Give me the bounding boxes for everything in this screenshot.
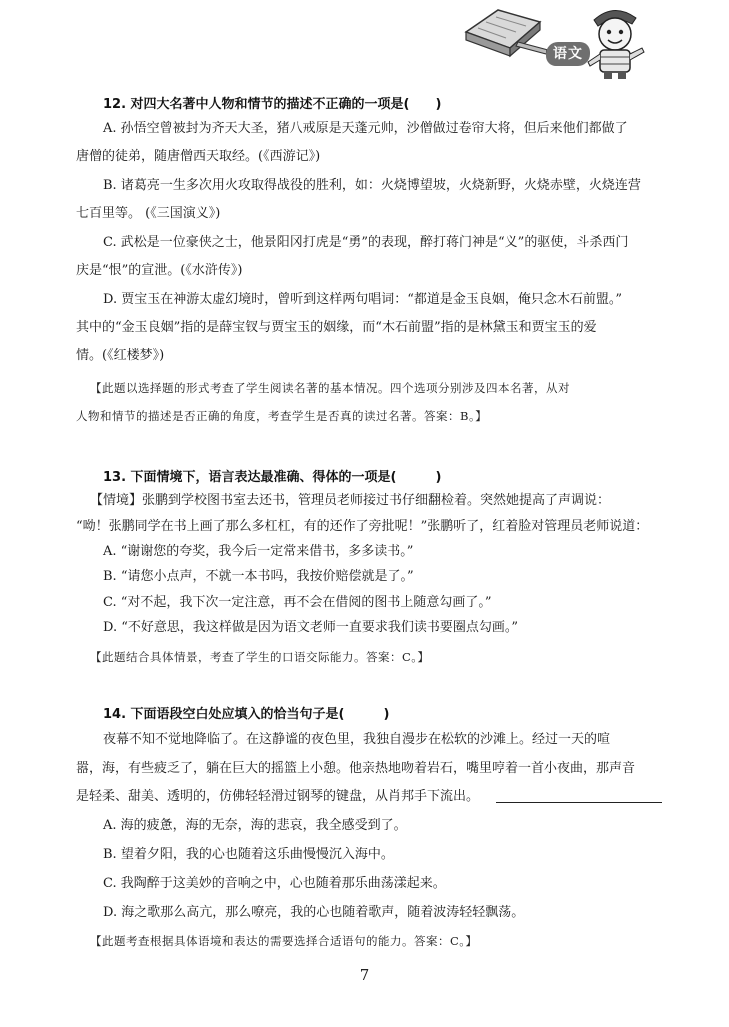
q14-answer-note: 【此题考查根据具体语境和表达的需要选择合适语句的能力。答案：C。】 [90,934,478,948]
q12-option-a-line1: A. 孙悟空曾被封为齐天大圣，猪八戒原是天蓬元帅，沙僧做过卷帘大将，但后来他们都做了 [103,121,628,136]
q14-option-a: A. 海的疲惫，海的无奈，海的悲哀，我全感受到了。 [103,818,407,833]
q13-scenario-line1: 【情境】张鹏到学校图书室去还书，管理员老师接过书仔细翻检着。突然她提高了声调说： [90,493,611,508]
q14-option-b: B. 望着夕阳，我的心也随着这乐曲慢慢沉入海中。 [103,847,394,862]
q14-passage-line2: 嚣，海，有些疲乏了，躺在巨大的摇篮上小憩。他亲热地吻着岩石，嘴里哼着一首小夜曲，那声音 [76,761,636,776]
question-14-title: 14. 下面语段空白处应填入的恰当句子是( ) [103,707,390,722]
subject-badge: 语文 [546,42,590,66]
page-number: 7 [359,966,370,984]
q14-option-d: D. 海之歌那么高亢，那么嘹亮，我的心也随着歌声，随着波涛轻轻飘荡。 [103,905,525,920]
q12-answer-note-line2: 人物和情节的描述是否正确的角度，考查学生是否真的读过名著。答案：B。】 [76,409,488,423]
cartoon-kid-mascot-icon [580,2,650,80]
q13-option-a: A. “谢谢您的夸奖，我今后一定常来借书，多多读书。” [103,544,414,559]
q13-answer-note: 【此题结合具体情景，考查了学生的口语交际能力。答案：C。】 [90,650,430,664]
q12-answer-note-line1: 【此题以选择题的形式考查了学生阅读名著的基本情况。四个选项分别涉及四本名著，从对 [90,381,570,395]
q12-option-d-line2: 其中的“金玉良姻”指的是薛宝钗与贾宝玉的姻缘，而“木石前盟”指的是林黛玉和贾宝玉的爱 [76,320,597,335]
question-13-title: 13. 下面情境下，语言表达最准确、得体的一项是( ) [103,470,442,485]
header-decoration [458,0,648,80]
question-12-title: 12. 对四大名著中人物和情节的描述不正确的一项是( ) [103,97,442,112]
q13-scenario-line2: “呦！张鹏同学在书上画了那么多杠杠，有的还作了旁批呢！”张鹏听了，红着脸对管理员老师说道： [76,519,649,534]
q13-option-b: B. “请您小点声，不就一本书吗，我按价赔偿就是了。” [103,569,414,584]
q12-option-a-line2: 唐僧的徒弟，随唐僧西天取经。(《西游记》) [76,149,321,164]
q12-option-b-line2: 七百里等。 (《三国演义》) [76,206,221,221]
q14-passage-line3: 是轻柔、甜美、透明的，仿佛轻轻滑过钢琴的键盘，从肖邦手下流出。 [76,789,480,804]
q13-option-c: C. “对不起，我下次一定注意，再不会在借阅的图书上随意勾画了。” [103,595,492,610]
q12-option-c-line1: C. 武松是一位豪侠之士，他景阳冈打虎是“勇”的表现，醉打蒋门神是“义”的驱使，斗杀西门 [103,235,629,250]
open-book-with-pen-icon [458,2,553,62]
fill-in-blank-line [496,802,662,803]
q12-option-d-line3: 情。(《红楼梦》) [76,348,165,363]
q13-option-d: D. “不好意思，我这样做是因为语文老师一直要求我们读书要圈点勾画。” [103,620,519,635]
q14-option-c: C. 我陶醉于这美妙的音响之中，心也随着那乐曲荡漾起来。 [103,876,446,891]
q12-option-b-line1: B. 诸葛亮一生多次用火攻取得战役的胜利，如：火烧博望坡，火烧新野，火烧赤壁，火烧连营 [103,178,641,193]
q12-option-d-line1: D. 贾宝玉在神游太虚幻境时，曾听到这样两句唱词：“都道是金玉良姻，俺只念木石前盟。” [103,292,623,307]
q14-passage-line1: 夜幕不知不觉地降临了。在这静谧的夜色里，我独自漫步在松软的沙滩上。经过一天的喧 [103,732,611,747]
q12-option-c-line2: 庆是“恨”的宣泄。(《水浒传》) [76,263,243,278]
